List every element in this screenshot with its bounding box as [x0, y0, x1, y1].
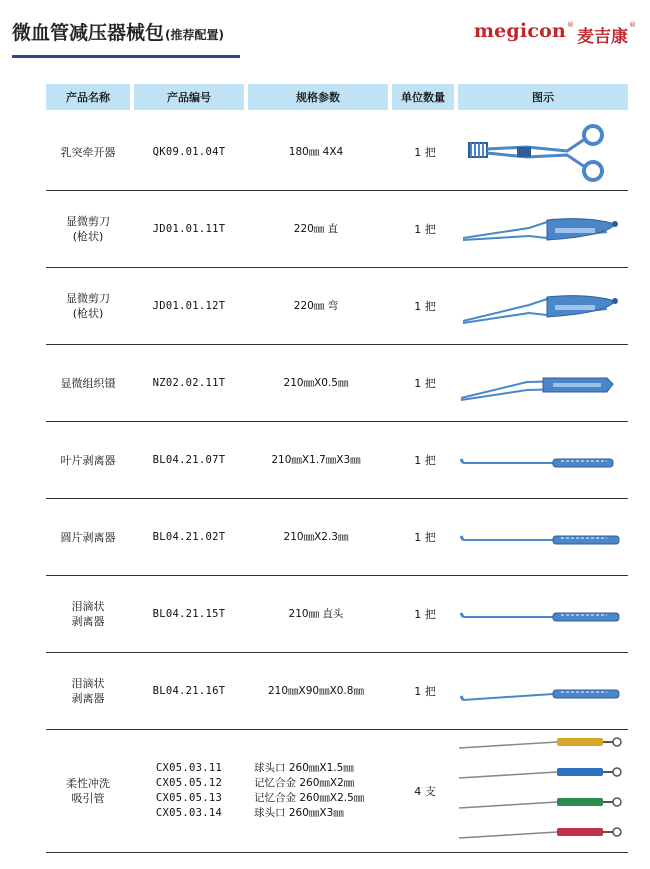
product-name: 显微剪刀 (枪状)	[66, 292, 110, 320]
table-row	[46, 499, 628, 575]
brand-name-en: megicon	[473, 20, 566, 42]
product-code: BL04.21.16T	[152, 684, 226, 697]
product-name: 泪滴状 剥离器	[71, 677, 105, 705]
spec-value: 记忆合金 260㎜X2.5㎜	[254, 792, 365, 804]
product-code: NZ02.02.11T	[152, 376, 226, 389]
table-row	[46, 422, 628, 498]
spec-value: 记忆合金 260㎜X2㎜	[254, 777, 355, 789]
page-title-main: 微血管减压器械包	[12, 22, 165, 44]
product-code: QK09.01.04T	[152, 145, 226, 158]
title-underline	[12, 55, 240, 58]
unit-quantity: 1 把	[414, 453, 436, 467]
product-name: 叶片剥离器	[60, 453, 116, 467]
table-row	[46, 576, 628, 652]
column-header-name: 产品名称	[46, 84, 130, 110]
table-row	[46, 345, 628, 421]
product-code: BL04.21.02T	[152, 530, 226, 543]
column-header-spec: 规格参数	[248, 84, 388, 110]
unit-quantity: 4 支	[414, 784, 436, 798]
product-name: 显微组织镊	[60, 376, 116, 390]
teardrop-dissector-angled-image	[456, 653, 628, 729]
micro-scissors-curved-image	[456, 268, 628, 344]
product-name: 圆片剥离器	[60, 530, 116, 544]
table-row	[46, 268, 628, 344]
brand-name-cn: 麦吉康	[577, 27, 628, 47]
unit-quantity: 1 把	[414, 376, 436, 390]
teardrop-dissector-straight-image	[456, 576, 628, 652]
spec-value: 球头口 260㎜X1.5㎜	[254, 762, 354, 774]
spec-value: 球头口 260㎜X3㎜	[254, 807, 344, 819]
product-codes	[134, 730, 244, 852]
suction-tubes-image	[456, 730, 628, 852]
unit-quantity: 1 把	[414, 222, 436, 236]
table-row	[46, 653, 628, 729]
spec-value: 220㎜ 弯	[293, 299, 339, 312]
unit-quantity: 1 把	[414, 607, 436, 621]
spec-value: 180㎜ 4X4	[288, 145, 344, 158]
spec-value: 210㎜X0.5㎜	[283, 376, 349, 389]
table-row	[46, 191, 628, 267]
brand-logo	[474, 20, 636, 47]
page-title	[12, 18, 224, 45]
table-row	[46, 114, 628, 190]
retractor-image	[456, 114, 628, 190]
product-code: BL04.21.07T	[152, 453, 226, 466]
micro-scissors-straight-image	[456, 191, 628, 267]
spec-list	[246, 730, 396, 852]
product-code: JD01.01.12T	[152, 299, 226, 312]
product-name: 显微剪刀 (枪状)	[66, 215, 110, 243]
product-code: BL04.21.15T	[152, 607, 226, 620]
spec-value: 220㎜ 直	[293, 222, 339, 235]
brand-reg-mark-cn: ®	[629, 21, 636, 29]
brand-reg-mark: ®	[567, 21, 574, 29]
column-header-code: 产品编号	[134, 84, 244, 110]
page-title-sub: (推荐配置)	[165, 28, 224, 42]
unit-quantity: 1 把	[414, 145, 436, 159]
product-code: CX05.03.14	[155, 807, 223, 819]
leaf-dissector-image	[456, 422, 628, 498]
unit-quantity: 1 把	[414, 299, 436, 313]
product-code: CX05.03.11	[155, 762, 223, 774]
product-name: 柔性冲洗 吸引管	[66, 777, 110, 805]
spec-value: 210㎜X90㎜X0.8㎜	[268, 684, 364, 697]
table-row	[46, 730, 628, 852]
unit-quantity: 1 把	[414, 684, 436, 698]
column-header-qty: 单位数量	[392, 84, 454, 110]
product-code: JD01.01.11T	[152, 222, 226, 235]
spec-value: 210㎜X1.7㎜X3㎜	[271, 453, 361, 466]
round-dissector-image	[456, 499, 628, 575]
column-header-image: 图示	[458, 84, 628, 110]
row-divider	[46, 852, 628, 853]
product-name: 乳突牵开器	[60, 145, 116, 159]
product-code: CX05.05.13	[155, 792, 223, 804]
tissue-forceps-image	[456, 345, 628, 421]
product-code: CX05.05.12	[155, 777, 223, 789]
unit-quantity: 1 把	[414, 530, 436, 544]
spec-value: 210㎜ 直头	[288, 607, 344, 620]
product-name: 泪滴状 剥离器	[71, 600, 105, 628]
spec-value: 210㎜X2.3㎜	[283, 530, 349, 543]
